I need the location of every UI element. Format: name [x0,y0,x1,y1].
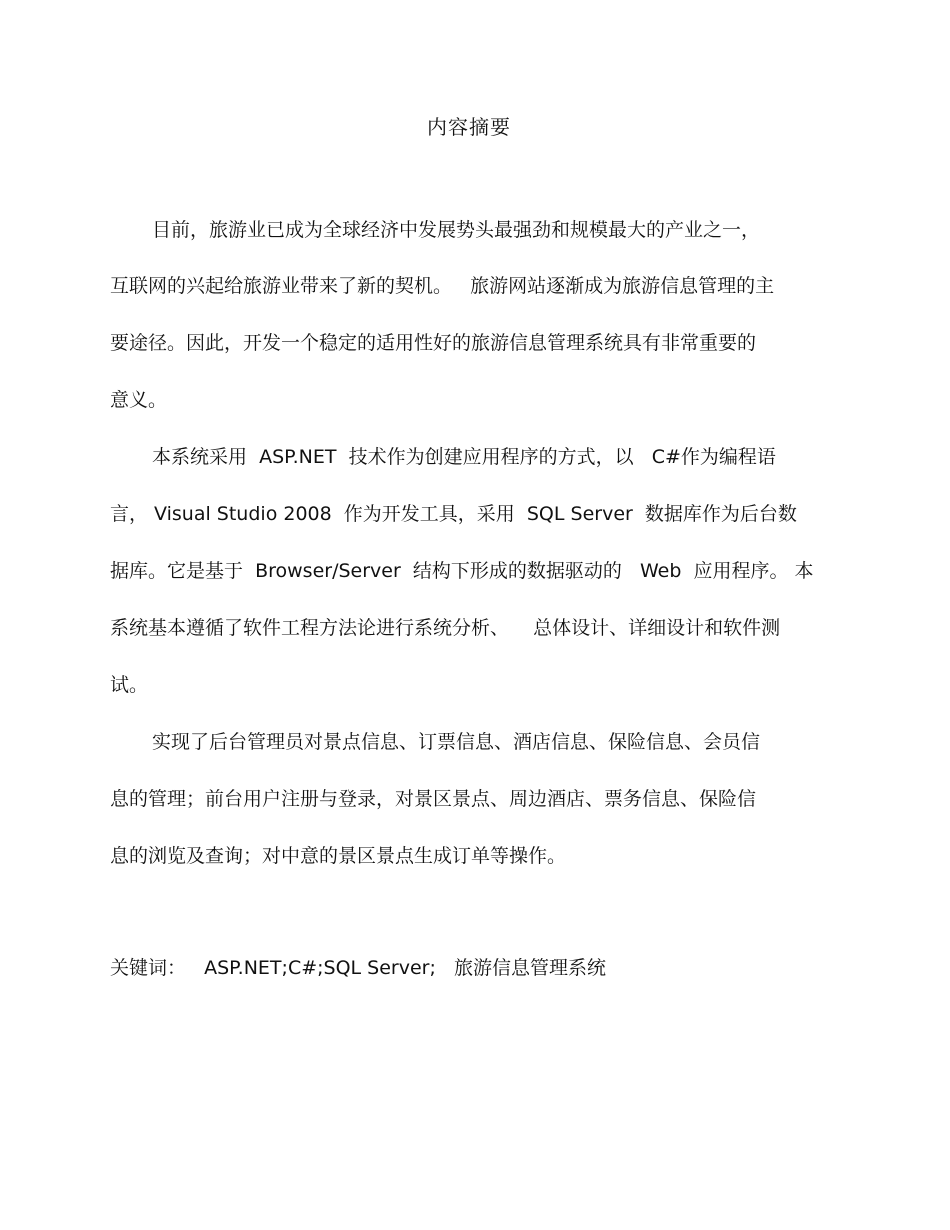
abstract-line-2: 互联网的兴起给旅游业带来了新的契机。 旅游网站逐渐成为旅游信息管理的主 [110,275,775,297]
abstract-line-1: 目前，旅游业已成为全球经济中发展势头最强劲和规模最大的产业之一， [152,219,761,241]
abstract-line-4: 意义。 [110,389,168,411]
abstract-line-12: 息的浏览及查询；对中意的景区景点生成订单等操作。 [110,845,567,867]
abstract-line-3: 要途径。因此，开发一个稳定的适用性好的旅游信息管理系统具有非常重要的 [110,332,757,354]
abstract-title: 内容摘要 [427,115,511,139]
abstract-line-11: 息的管理；前台用户注册与登录，对景区景点、周边酒店、票务信息、保险信 [110,788,757,810]
keywords-line: 关键词： ASP.NET;C#;SQL Server; 旅游信息管理系统 [110,957,606,979]
abstract-line-7: 据库。它是基于 Browser/Server 结构下形成的数据驱动的 Web 应用程序。 本 [110,560,814,582]
abstract-line-8: 系统基本遵循了软件工程方法论进行系统分析、 总体设计、详细设计和软件测 [110,617,781,639]
abstract-line-6: 言， Visual Studio 2008 作为开发工具，采用 SQL Server 数据库作为后台数 [110,503,797,525]
abstract-line-5: 本系统采用 ASP.NET 技术作为创建应用程序的方式，以 C#作为编程语 [152,446,776,468]
abstract-line-10: 实现了后台管理员对景点信息、订票信息、酒店信息、保险信息、会员信 [152,731,761,753]
abstract-line-9: 试。 [110,674,149,696]
